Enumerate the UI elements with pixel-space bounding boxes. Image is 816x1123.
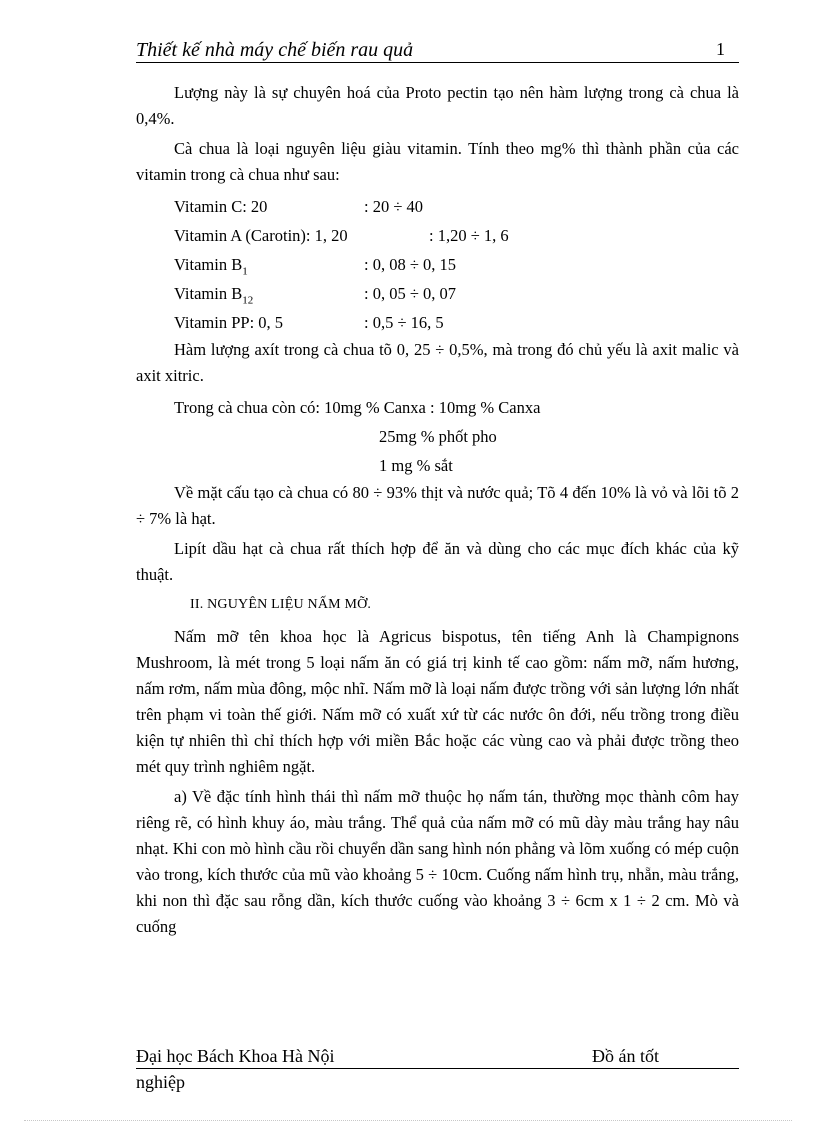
- document-body: [136, 80, 739, 944]
- vitamin-range: : 20 ÷ 40: [364, 197, 424, 216]
- vitamin-name: Vitamin PP: 0, 5: [174, 313, 284, 332]
- vitamin-name: Vitamin A (Carotin): 1, 20: [174, 226, 348, 245]
- section-heading: II. NGUYÊN LIỆU NẤM MỠ.: [190, 597, 372, 612]
- page-number: 1: [716, 39, 725, 59]
- document-title: Thiết kế nhà máy chế biến rau quả: [136, 39, 414, 61]
- paragraph-structure: Về mặt cấu tạo cà chua có 80 ÷ 93% thịt và nước quả; Tõ 4 đến 10% là vỏ và lõi tõ 2 ÷ 7% là hạt.: [136, 483, 739, 528]
- paragraph-acid: Hàm lượng axít trong cà chua tõ 0, 25 ÷ 0,5%, mà trong đó chủ yếu là axit malic và axit xitric.: [136, 340, 739, 385]
- vitamin-range: : 1,20 ÷ 1, 6: [429, 226, 509, 245]
- mineral-calcium: Trong cà chua còn có: 10mg % Canxa : 10mg % Canxa: [174, 398, 541, 417]
- paragraph-vitamin-intro: Cà chua là loại nguyên liệu giàu vitamin. Tính theo mg% thì thành phần của các vitamin trong cà chua như sau:: [136, 139, 739, 184]
- vitamin-row: [136, 192, 739, 221]
- vitamin-name: Vitamin C: 20: [174, 197, 268, 216]
- vitamin-row: [136, 308, 739, 337]
- paragraph-pectin: Lượng này là sự chuyên hoá của Proto pectin tạo nên hàm lượng trong cà chua là 0,4%.: [136, 83, 739, 128]
- paragraph-mushroom-morphology: a) Về đặc tính hình thái thì nấm mỡ thuộc họ nấm tán, thường mọc thành côm hay riêng rẽ, có hình khuy áo, màu trắng. Thể quả của nấm mỡ có mũ dày màu trắng hay nâu nhạt. Khi con mò hình cầu rồi chuyển dần sang hình nón phẳng và lõm xuống có mép cuộn vào trong, kích thước của mũ vào khoảng 5 ÷ 10cm. Cuống nấm hình trụ, nhẵn, màu trắng, khi non thì đặc sau rỗng dần, kích thước cuống vào khoảng 3 ÷ 6cm x 1 ÷ 2 cm. Mò và cuống: [136, 787, 739, 936]
- paragraph-mushroom-intro: Nấm mỡ tên khoa học là Agricus bispotus, tên tiếng Anh là Champignons Mushroom, là mét trong 5 loại nấm ăn có giá trị kinh tế cao gồm: nấm mỡ, nấm hương, nấm rơm, nấm mùa đông, mộc nhĩ. Nấm mỡ là loại nấm được trồng với sản lượng lớn nhất trên phạm vi toàn thế giới. Nấm mỡ có xuất xứ từ các nước ôn đới, nếu trồng trong điều kiện tự nhiên thì chỉ thích hợp với miền Bắc hoặc các vùng cao và phải được trồng theo mét quy trình nghiêm ngặt.: [136, 627, 739, 776]
- footer-university: Đại học Bách Khoa Hà Nội: [136, 1046, 335, 1066]
- vitamin-row: [136, 279, 739, 308]
- paragraph-lipid: Lipít dầu hạt cà chua rất thích hợp để ăn và dùng cho các mục đích khác của kỹ thuật.: [136, 539, 739, 584]
- page-edge-divider: [24, 1120, 792, 1121]
- mineral-row: [136, 451, 739, 480]
- mineral-row: [136, 393, 739, 422]
- mineral-list: [136, 393, 739, 480]
- vitamin-list: [136, 192, 739, 337]
- vitamin-name: Vitamin $B_1$: [174, 255, 248, 278]
- vitamin-row: [136, 221, 739, 250]
- vitamin-name: Vitamin $B_{12}$: [174, 284, 254, 307]
- footer-continued: nghiệp: [136, 1072, 185, 1092]
- mineral-phosphorus: 25mg % phốt pho: [379, 427, 497, 446]
- footer-project: Đồ án tốt: [592, 1046, 659, 1066]
- mineral-row: [136, 422, 739, 451]
- vitamin-range: : 0,5 ÷ 16, 5: [364, 313, 444, 332]
- page-footer: [136, 1044, 739, 1095]
- vitamin-range: : 0, 05 ÷ 0, 07: [364, 284, 457, 303]
- mineral-iron: 1 mg % sắt: [379, 456, 453, 475]
- vitamin-row: [136, 250, 739, 279]
- page-header: [136, 38, 739, 63]
- vitamin-range: : 0, 08 ÷ 0, 15: [364, 255, 457, 274]
